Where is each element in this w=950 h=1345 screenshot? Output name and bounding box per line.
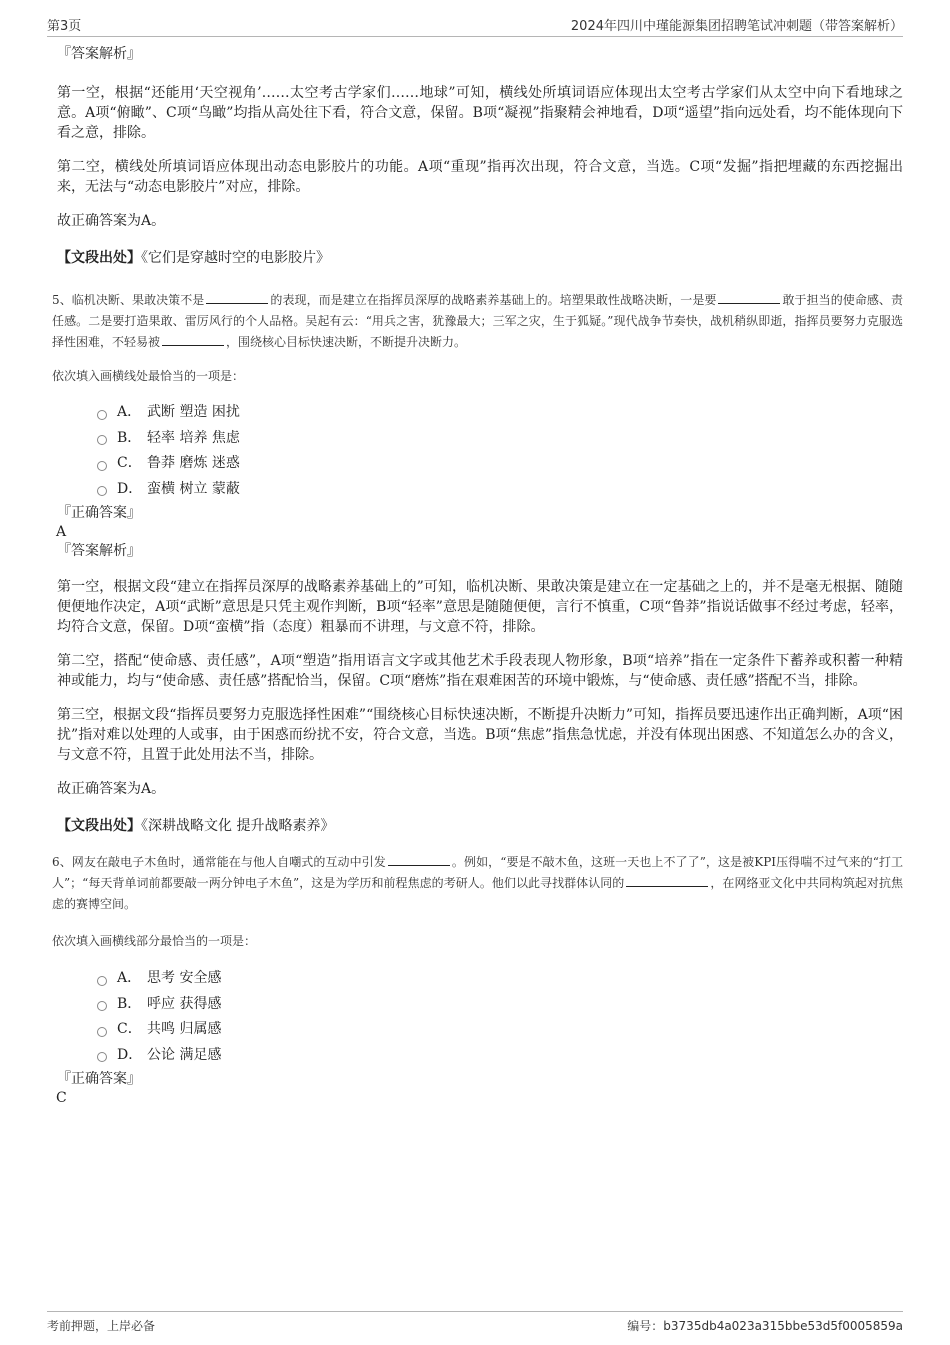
radio-icon[interactable]: [97, 486, 107, 496]
q6-answer-block: [57, 1070, 903, 1108]
q6-correct-answer: C: [56, 1090, 67, 1106]
q6-correct-label: 『正确答案』: [57, 1071, 141, 1087]
page-footer: [47, 1311, 903, 1336]
page-number: 第3页: [47, 19, 82, 34]
q5-source: [57, 816, 903, 836]
q6-options: [97, 966, 903, 1068]
q5-prompt: 依次填入画横线处最恰当的一项是：: [52, 369, 245, 383]
q5-analysis-p2: 第二空，搭配“使命感、责任感”，A项“塑造”指用语言文字或其他艺术手段表现人物形象，B项“培养”指在一定条件下蓄养或积蓄一种精神或能力，均与“使命感、责任感”搭配恰当，保留。C项“磨炼”指在艰难困苦的环境中锻炼，与“使命感、责任感”搭配不当，排除。: [57, 653, 903, 689]
blank-2: [718, 291, 780, 304]
q5-analysis-p3: 第三空，根据文段“指挥员要努力克服选择性困难”“围绕核心目标快速决断，不断提升决断力”可知，指挥员要迅速作出正确判断，A项“困扰”指对难以处理的人或事，由于困惑而纷扰不安，符合文意，当选。B项“焦虑”指焦急忧虑，并没有体现出困惑、不知道怎么办的含义，与文意不符，且置于此处用法不当，排除。: [57, 707, 903, 763]
q6-option-c[interactable]: C． 共鸣 归属感: [97, 1017, 903, 1043]
blank-2: [626, 874, 708, 887]
q5-analysis-p1: 第一空，根据文段“建立在指挥员深厚的战略素养基础上的”可知，临机决断、果敢决策是建立在一定基础之上的，并不是毫无根据、随随便便地作决定，A项“武断”意思是只凭主观作判断，B项“轻率”意思是随随便便，言行不慎重，C项“鲁莽”指说话做事不经过考虑，轻率，均符合文意，保留。D项“蛮横”指（态度）粗暴而不讲理，与文意不符，排除。: [57, 579, 903, 635]
q6-prompt: 依次填入画横线部分最恰当的一项是：: [52, 934, 257, 948]
q4-analysis-label: 『答案解析』: [57, 46, 141, 62]
q5-source-text: 《深耕战略文化 提升战略素养》: [141, 818, 335, 834]
q4-source-text: 《它们是穿越时空的电影胶片》: [141, 250, 330, 266]
blank-1: [206, 291, 268, 304]
radio-icon[interactable]: [97, 1052, 107, 1062]
q4-analysis-conclusion: 故正确答案为A。: [57, 213, 166, 229]
radio-icon[interactable]: [97, 410, 107, 420]
radio-icon[interactable]: [97, 1001, 107, 1011]
q5-option-c[interactable]: C． 鲁莽 磨炼 迷惑: [97, 451, 903, 477]
q5-option-b[interactable]: B． 轻率 培养 焦虑: [97, 426, 903, 452]
document-title: 2024年四川中瑾能源集团招聘笔试冲刺题（带答案解析）: [570, 19, 903, 34]
q5-correct-answer: A: [56, 524, 67, 540]
q5-correct-label: 『正确答案』: [57, 505, 141, 521]
q5-analysis-label: 『答案解析』: [57, 543, 141, 559]
q4-source: [57, 248, 903, 268]
q5-analysis-conclusion: 故正确答案为A。: [57, 781, 166, 797]
q6-option-b[interactable]: B． 呼应 获得感: [97, 992, 903, 1018]
q6-option-a[interactable]: A． 思考 安全感: [97, 966, 903, 992]
radio-icon[interactable]: [97, 976, 107, 986]
q5-option-d[interactable]: D． 蛮横 树立 蒙蔽: [97, 477, 903, 503]
q4-analysis-p1: 第一空，根据“还能用‘天空视角’……太空考古学家们……地球”可知，横线处所填词语应体现出太空考古学家们从太空中向下看地球之意。A项“俯瞰”、C项“鸟瞰”均指从高处往下看，符合文意，保留。B项“凝视”指聚精会神地看，D项“遥望”指向远处看，均不能体现向下看之意，排除。: [57, 85, 903, 141]
q5-answer-block: [57, 504, 903, 561]
footer-slogan: 考前押题，上岸必备: [47, 1318, 156, 1333]
page-header: [47, 14, 903, 37]
page-content: [52, 44, 904, 1108]
q6-option-d[interactable]: D． 公论 满足感: [97, 1043, 903, 1069]
document-id: 编号：b3735db4a023a315bbe53d5f0005859a: [627, 1318, 903, 1333]
q5-option-a[interactable]: A． 武断 塑造 困扰: [97, 400, 903, 426]
q5-stem: 5、临机决断、果敢决策不是 的表现，而是建立在指挥员深厚的战略素养基础上的。培塑果敢性战略决断，一是要 敢于担当的使命感、责任感。二是要打造果敢、雷厉风行的个人品格。吴起有云：“用兵之害，犹豫最大；三军之灾，生于狐疑。”现代战争节奏快，战机稍纵即逝，指挥员要努力克服选择性困难，不轻易被 ，围绕核心目标快速决断，不断提升决断力。: [52, 293, 903, 349]
radio-icon[interactable]: [97, 461, 107, 471]
q5-options: [97, 400, 903, 502]
q5-source-label: 【文段出处】: [57, 818, 141, 834]
q4-source-label: 【文段出处】: [57, 250, 141, 266]
q6-stem: 6、网友在敲电子木鱼时，通常能在与他人自嘲式的互动中引发 。例如，“要是不敲木鱼，这班一天也上不了了”，这是被KPI压得喘不过气来的“打工人”；“每天背单词前都要敲一两分钟电子木鱼”，这是为学历和前程焦虑的考研人。他们以此寻找群体认同的 ，在网络亚文化中共同构筑起对抗焦虑的赛博空间。: [52, 855, 904, 911]
radio-icon[interactable]: [97, 1027, 107, 1037]
q4-analysis-p2: 第二空，横线处所填词语应体现出动态电影胶片的功能。A项“重现”指再次出现，符合文意，当选。C项“发掘”指把埋藏的东西挖掘出来，无法与“动态电影胶片”对应，排除。: [57, 159, 903, 195]
blank-1: [388, 853, 450, 866]
radio-icon[interactable]: [97, 435, 107, 445]
blank-3: [162, 333, 224, 346]
